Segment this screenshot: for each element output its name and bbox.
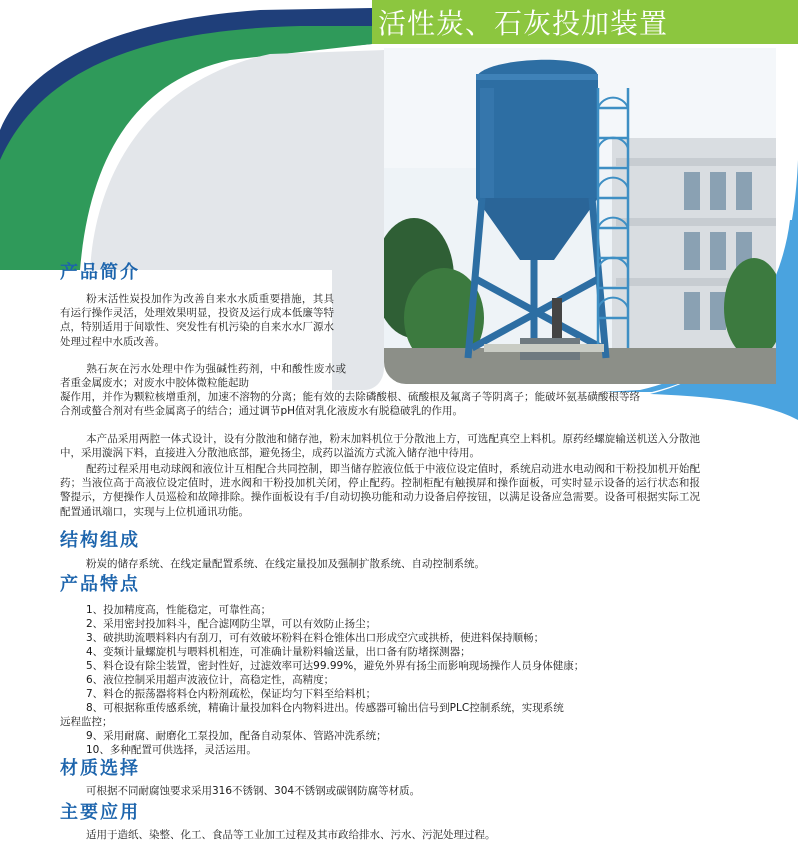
feature-item: 远程监控； — [60, 716, 113, 728]
intro-paragraph-3: 本产品采用两腔一体式设计，设有分散池和储存池，粉末加料机位于分散池上方，可选配真空上料机。原药经螺旋输送机送入分散池中，采用漩涡下料，直接进入分散池底部，避免扬尘，成药以溢流方式流入储存池中待用。 — [60, 433, 700, 460]
application-heading: 主要应用 — [60, 802, 140, 823]
intro-heading: 产品简介 — [60, 262, 140, 283]
silo-tower-photo — [384, 48, 776, 384]
feature-item: 1、投加精度高，性能稳定，可靠性高； — [86, 604, 272, 616]
feature-item: 10、多种配置可供选择，灵活运用。 — [86, 744, 257, 756]
structure-text: 粉炭的储存系统、在线定量配置系统、在线定量投加及强制扩散系统、自动控制系统。 — [86, 558, 485, 570]
intro-paragraph-2b: 凝作用，并作为颗粒核增重剂，加速不溶物的分离；能有效的去除磷酸根、硫酸根及氟离子等阴离子；能破坏氨基磺酸根等络合剂或螯合剂对有些金属离子的结合；通过调节pH值对乳化液废水有脱稳破乳的作用。 — [60, 391, 640, 418]
feature-item: 3、破拱助流喂料料内有刮刀，可有效破坏粉料在料仓锥体出口形成空穴或拱桥，使进料保持顺畅； — [86, 632, 545, 644]
application-text: 适用于造纸、染整、化工、食品等工业加工过程及其市政给排水、污水、污泥处理过程。 — [86, 829, 496, 841]
features-heading: 产品特点 — [60, 574, 140, 595]
intro-paragraph-2a: 熟石灰在污水处理中作为强碱性药剂，中和酸性废水或者重金属废水；对废水中胶体微粒能起助 — [60, 363, 346, 390]
feature-item: 2、采用密封投加料斗，配合滤网防尘罩，可以有效防止扬尘； — [86, 618, 377, 630]
feature-item: 4、变频计量螺旋机与喂料机相连，可准确计量粉料输送量，出口备有防堵探测器； — [86, 646, 471, 658]
page-title: 活性炭、石灰投加装置 — [378, 7, 669, 40]
intro-paragraph-4: 配药过程采用电动球阀和液位计互相配合共同控制，即当储存腔液位低于中液位设定值时，系统启动进水电动阀和干粉投加机开始配药；当液位高于高液位设定值时，进水阀和干粉投加机关闭，停止配药。控制柜配有触摸屏和操作面板，可实时显示设备的运行状态和报警提示，方便操作人员巡检和故障排除。操作面板设有手/自动切换功能和动力设备启停按钮，以满足设备应急需要。设备可根据实际工况配置通讯端口，实现与上位机通讯功能。 — [60, 463, 700, 518]
feature-item: 5、料仓设有除尘装置，密封性好，过滤效率可达99.99%，避免外界有扬尘而影响现场操作人员身体健康； — [86, 660, 585, 672]
feature-item: 9、采用耐腐、耐磨化工泵投加，配备自动泵体、管路冲洗系统； — [86, 730, 387, 742]
feature-item: 6、液位控制采用超声波液位计，高稳定性，高精度； — [86, 674, 335, 686]
intro-paragraph-1: 粉末活性炭投加作为改善自来水水质重要措施，其具有运行操作灵活，处理效果明显，投资及运行成本低廉等特点，特别适用于间歇性、突发性有机污染的自来水水厂源水处理过程中水质改善。 — [60, 293, 334, 348]
feature-item: 7、料仓的振荡器将料仓内粉剂疏松，保证均匀下料至给料机； — [86, 688, 377, 700]
structure-heading: 结构组成 — [60, 530, 140, 551]
feature-item: 8、可根据称重传感系统，精确计量投加料仓内物料进出。传感器可输出信号到PLC控制系统，实现系统 — [86, 702, 564, 714]
material-text: 可根据不同耐腐蚀要求采用316不锈钢、304不锈钢或碳钢防腐等材质。 — [86, 785, 421, 797]
material-heading: 材质选择 — [60, 758, 140, 779]
